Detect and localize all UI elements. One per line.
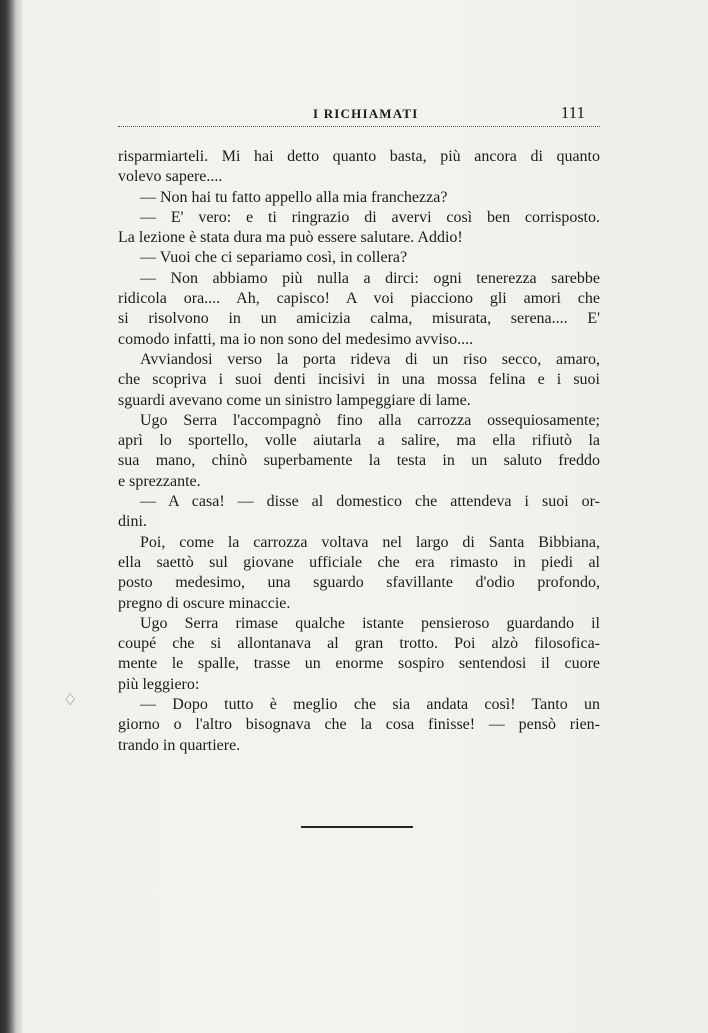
running-head bbox=[118, 103, 600, 125]
text-line: ridicola ora.... Ah, capisco! A voi piacciono gli amori che bbox=[118, 290, 600, 308]
text-line: si risolvono in un amicizia calma, misurata, serena.... E' bbox=[118, 310, 600, 328]
text-line: che scopriva i suoi denti incisivi in una mossa felina e i suoi bbox=[118, 371, 600, 389]
margin-mark-icon: ♢ bbox=[63, 692, 78, 709]
text-line: risparmiarteli. Mi hai detto quanto basta, più ancora di quanto bbox=[118, 148, 600, 165]
header-rule bbox=[118, 126, 600, 127]
text-line: Ugo Serra rimase qualche istante pensieroso guardando il bbox=[140, 614, 600, 632]
running-title: I RICHIAMATI bbox=[313, 106, 419, 121]
text-line: trando in quartiere. bbox=[118, 736, 241, 754]
text-line: dini. bbox=[118, 513, 147, 531]
text-line: ella saettò sul giovane ufficiale che era rimasto in piedi al bbox=[118, 553, 600, 571]
text-line: — Vuoi che ci separiamo così, in collera? bbox=[140, 249, 408, 267]
text-line: — E' vero: e ti ringrazio di avervi così ben corrisposto. bbox=[140, 208, 600, 226]
page-number: 111 bbox=[560, 103, 585, 122]
text-line: — Dopo tutto è meglio che sia andata così! Tanto un bbox=[140, 696, 600, 714]
text-line: e sprezzante. bbox=[118, 472, 201, 490]
text-line: — Non abbiamo più nulla a dirci: ogni tenerezza sarebbe bbox=[140, 269, 600, 287]
text-line: — A casa! — disse al domestico che attendeva i suoi or- bbox=[140, 493, 600, 511]
text-line: sguardi avevano come un sinistro lampeggiare di lame. bbox=[118, 391, 471, 409]
text-line: comodo infatti, ma io non sono del medesimo avviso.... bbox=[118, 330, 474, 348]
text-line: più leggiero: bbox=[118, 675, 200, 693]
text-line: Poi, come la carrozza voltava nel largo di Santa Bibbiana, bbox=[140, 533, 600, 551]
text-line: coupé che si allontanava al gran trotto. Poi alzò filosofica- bbox=[118, 635, 600, 653]
body-text bbox=[118, 147, 600, 756]
text-line: La lezione è stata dura ma può essere salutare. Addio! bbox=[118, 229, 463, 247]
text-line: volevo sapere.... bbox=[118, 168, 223, 186]
text-line: aprì lo sportello, volle aiutarla a salire, ma ella rifiutò la bbox=[118, 432, 600, 450]
text-line: giorno o l'altro bisognava che la cosa finisse! — pensò rien- bbox=[118, 716, 600, 734]
text-line: Avviandosi verso la porta rideva di un riso secco, amaro, bbox=[140, 350, 600, 368]
text-line: pregno di oscure minaccie. bbox=[118, 594, 291, 612]
binding-edge bbox=[0, 0, 22, 1033]
text-line: posto medesimo, una sguardo sfavillante d'odio profondo, bbox=[118, 574, 600, 592]
text-line: Ugo Serra l'accompagnò fino alla carrozza ossequiosamente; bbox=[140, 411, 600, 429]
end-rule bbox=[301, 826, 413, 828]
text-line: sua mano, chinò superbamente la testa in un saluto freddo bbox=[118, 452, 600, 470]
text-line: mente le spalle, trasse un enorme sospiro sentendosi il cuore bbox=[118, 655, 600, 673]
text-line: — Non hai tu fatto appello alla mia franchezza? bbox=[140, 188, 448, 206]
